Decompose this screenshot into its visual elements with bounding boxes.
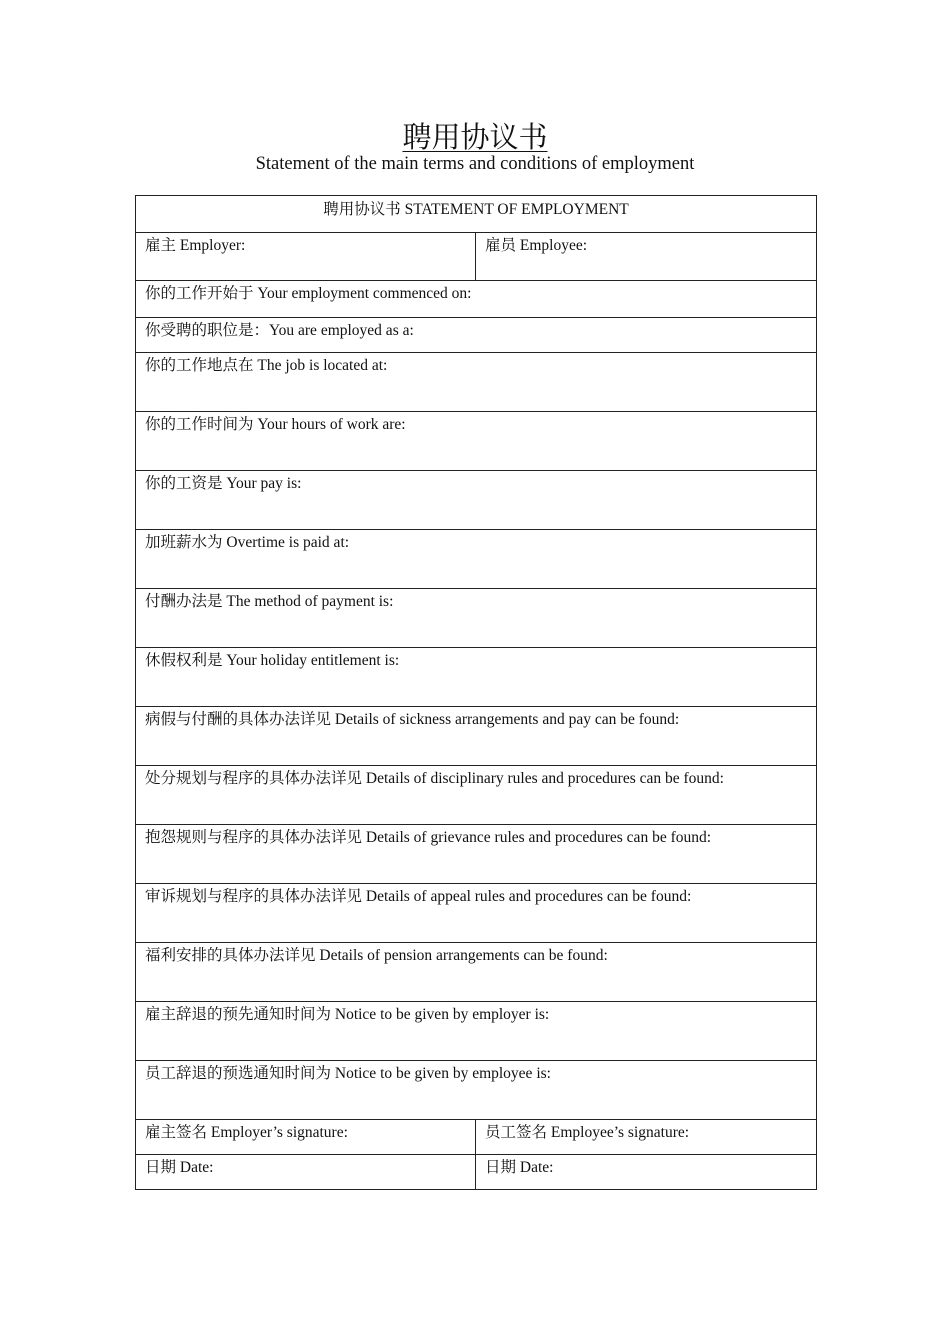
- employed-as-field[interactable]: 你受聘的职位是：You are employed as a:: [136, 318, 817, 353]
- table-row: [136, 281, 817, 318]
- location-field[interactable]: 你的工作地点在 The job is located at:: [136, 353, 817, 412]
- table-row: [136, 707, 817, 766]
- document-subtitle: Statement of the main terms and conditions of employment: [255, 154, 695, 174]
- table-row: [136, 353, 817, 412]
- table-row: [136, 884, 817, 943]
- notice-employer-field[interactable]: 雇主辞退的预先通知时间为 Notice to be given by employer is:: [136, 1002, 817, 1061]
- pay-field[interactable]: 你的工资是 Your pay is:: [136, 471, 817, 530]
- table-row: [136, 1002, 817, 1061]
- employer-signature-field[interactable]: 雇主签名 Employer’s signature:: [136, 1120, 476, 1155]
- table-row: [136, 589, 817, 648]
- employment-statement-table: [135, 195, 817, 1190]
- document-title: 聘用协议书: [402, 120, 548, 154]
- table-header: 聘用协议书 STATEMENT OF EMPLOYMENT: [136, 196, 817, 233]
- grievance-field[interactable]: 抱怨规则与程序的具体办法详见 Details of grievance rules and procedures can be found:: [136, 825, 817, 884]
- employee-date-field[interactable]: 日期 Date:: [476, 1155, 817, 1190]
- commenced-field[interactable]: 你的工作开始于 Your employment commenced on:: [136, 281, 817, 318]
- table-row: [136, 766, 817, 825]
- payment-method-field[interactable]: 付酬办法是 The method of payment is:: [136, 589, 817, 648]
- table-row: [136, 412, 817, 471]
- date-row: [136, 1155, 817, 1190]
- overtime-field[interactable]: 加班薪水为 Overtime is paid at:: [136, 530, 817, 589]
- table-row: [136, 530, 817, 589]
- employer-date-field[interactable]: 日期 Date:: [136, 1155, 476, 1190]
- table-row: [136, 318, 817, 353]
- table-row: [136, 648, 817, 707]
- parties-row: [136, 233, 817, 281]
- appeal-field[interactable]: 审诉规划与程序的具体办法详见 Details of appeal rules and procedures can be found:: [136, 884, 817, 943]
- table-row: [136, 1061, 817, 1120]
- sickness-field[interactable]: 病假与付酬的具体办法详见 Details of sickness arrangements and pay can be found:: [136, 707, 817, 766]
- employee-signature-field[interactable]: 员工签名 Employee’s signature:: [476, 1120, 817, 1155]
- table-row: [136, 825, 817, 884]
- holiday-field[interactable]: 休假权利是 Your holiday entitlement is:: [136, 648, 817, 707]
- employer-field[interactable]: 雇主 Employer:: [136, 233, 476, 281]
- table-row: [136, 943, 817, 1002]
- hours-field[interactable]: 你的工作时间为 Your hours of work are:: [136, 412, 817, 471]
- disciplinary-field[interactable]: 处分规划与程序的具体办法详见 Details of disciplinary rules and procedures can be found:: [136, 766, 817, 825]
- notice-employee-field[interactable]: 员工辞退的预选通知时间为 Notice to be given by employee is:: [136, 1061, 817, 1120]
- signature-row: [136, 1120, 817, 1155]
- table-row: [136, 471, 817, 530]
- employee-field[interactable]: 雇员 Employee:: [476, 233, 817, 281]
- table-header-row: [136, 196, 817, 233]
- pension-field[interactable]: 福利安排的具体办法详见 Details of pension arrangements can be found:: [136, 943, 817, 1002]
